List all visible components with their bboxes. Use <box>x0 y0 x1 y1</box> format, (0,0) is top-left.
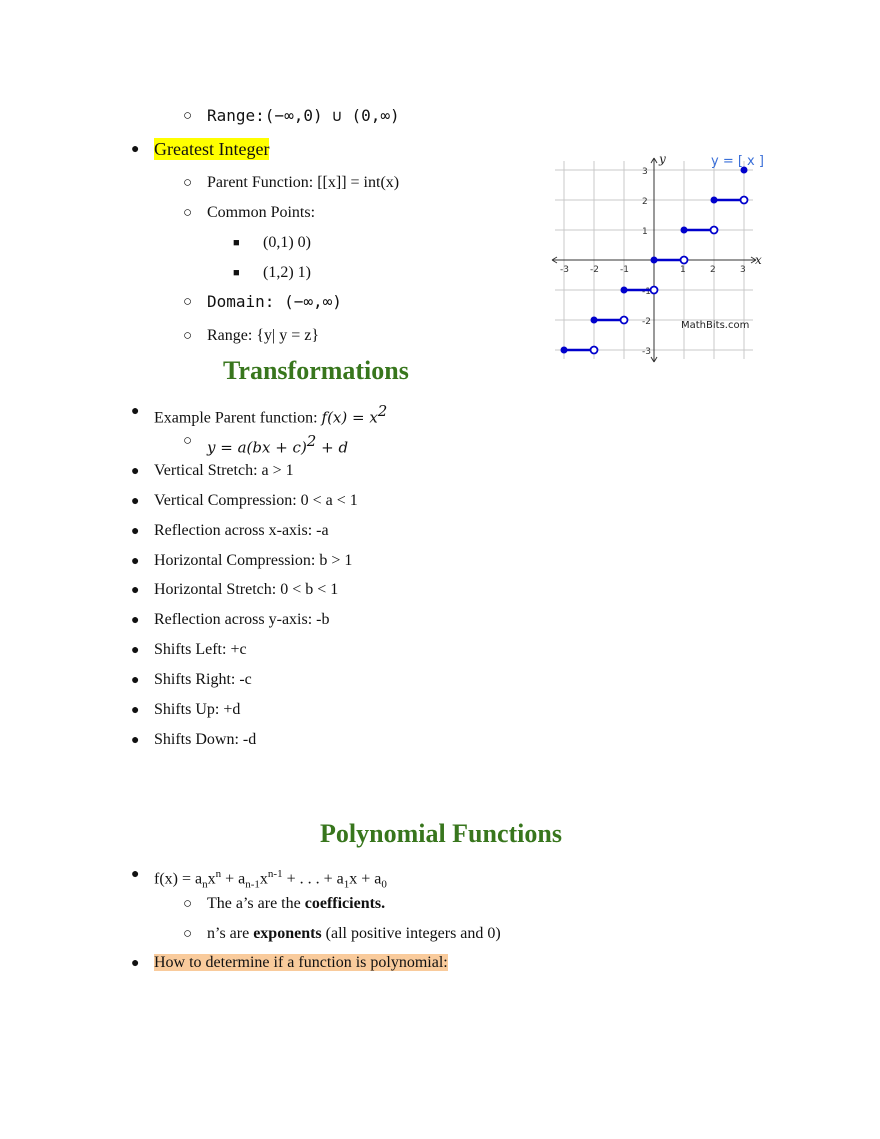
disc-bullet: ● <box>131 583 140 598</box>
how-to-highlight: How to determine if a function is polynomial: <box>154 954 448 971</box>
disc-bullet: ● <box>131 673 140 688</box>
common-point-1: (0,1) 0) <box>263 234 311 251</box>
parent-function: Parent Function: [[x]] = int(x) <box>207 174 400 191</box>
circle-bullet: ○ <box>183 433 193 449</box>
domain-line <box>207 292 342 312</box>
circle-bullet: ○ <box>183 896 193 912</box>
greatest-integer-highlight: Greatest Integer <box>154 139 270 159</box>
formula-subscript: n <box>202 878 208 891</box>
closed-dot <box>591 317 598 324</box>
open-dot <box>591 347 598 354</box>
disc-bullet: ● <box>131 613 140 628</box>
circle-bullet: ○ <box>183 175 193 191</box>
disc-bullet: ● <box>131 554 140 569</box>
disc-bullet: ● <box>131 524 140 539</box>
common-point-2: (1,2) 1) <box>263 264 311 281</box>
open-dot <box>741 197 748 204</box>
example-label: Example Parent function: <box>154 409 318 427</box>
list-item: Vertical Stretch: a > 1 <box>154 462 294 479</box>
exponents-line <box>207 924 501 944</box>
closed-dot <box>561 347 568 354</box>
x-axis-label: x <box>755 253 762 267</box>
formula-part: + a <box>221 870 246 888</box>
range-line: Range: {y| y = z} <box>207 327 320 344</box>
exp-tail: (all positive integers and 0) <box>321 925 501 942</box>
polynomial-heading: Polynomial Functions <box>320 819 562 848</box>
disc-bullet: ● <box>131 464 140 479</box>
disc-bullet: ● <box>131 703 140 718</box>
exp-bold: exponents <box>253 925 322 942</box>
open-dot <box>651 287 658 294</box>
open-dot <box>681 257 688 264</box>
y-tick-label: 1 <box>642 227 648 237</box>
disc-bullet: ● <box>131 956 140 971</box>
formula-part: x <box>259 870 268 888</box>
top-range-line <box>207 106 400 126</box>
square-bullet: ■ <box>233 237 240 249</box>
x-tick-label: 3 <box>740 265 746 275</box>
x-tick-label: -1 <box>620 265 629 275</box>
disc-bullet: ● <box>131 733 140 748</box>
example-exponent: 2 <box>377 402 388 420</box>
graph-title: y = [ x ] <box>711 154 764 169</box>
list-item: Reflection across x-axis: -a <box>154 522 329 539</box>
example-func: f(x) = x <box>321 408 378 427</box>
circle-bullet: ○ <box>183 108 193 124</box>
formula-subscript: n-1 <box>245 878 260 891</box>
formula-subscript: 0 <box>381 878 387 891</box>
coefficients-line <box>207 894 385 914</box>
list-item: Shifts Down: -d <box>154 731 257 748</box>
disc-bullet: ● <box>131 142 140 157</box>
y-tick-label: -2 <box>642 317 651 327</box>
list-item: Shifts Up: +d <box>154 701 241 718</box>
y-tick-label: -1 <box>642 287 651 297</box>
disc-bullet: ● <box>131 404 140 419</box>
x-tick-label: 1 <box>680 265 686 275</box>
y-tick-label: 2 <box>642 197 648 207</box>
x-tick-label: 2 <box>710 265 716 275</box>
greatest-integer-title <box>154 139 269 161</box>
formula-part: x + a <box>349 870 382 888</box>
domain-label: Domain: <box>207 292 275 311</box>
formula-exponent: n <box>215 868 222 880</box>
closed-dot <box>651 257 658 264</box>
greatest-integer-graph <box>548 148 768 363</box>
range-label: Range: <box>207 106 265 125</box>
open-dot <box>621 317 628 324</box>
polynomial-formula <box>154 864 387 895</box>
circle-bullet: ○ <box>183 294 193 310</box>
formula-part: + . . . + a <box>282 870 344 888</box>
coef-bold: coefficients. <box>304 895 386 912</box>
formula-subscript: 1 <box>343 878 350 891</box>
general-form-main: y = a(bx + c) <box>207 438 307 457</box>
range-value: (−∞,0) ∪ (0,∞) <box>264 106 400 125</box>
formula-exponent: n-1 <box>267 868 283 880</box>
y-tick-label: -3 <box>642 347 651 357</box>
square-bullet: ■ <box>233 267 240 279</box>
example-parent-function <box>154 401 387 428</box>
disc-bullet: ● <box>131 643 140 658</box>
list-item: Horizontal Compression: b > 1 <box>154 552 353 569</box>
formula-part: f(x) = a <box>154 870 203 888</box>
formula-part: x <box>207 870 216 888</box>
graph-credit: MathBits.com <box>681 320 750 331</box>
disc-bullet: ● <box>131 494 140 509</box>
general-form <box>207 431 348 458</box>
list-item: Vertical Compression: 0 < a < 1 <box>154 492 358 509</box>
circle-bullet: ○ <box>183 328 193 344</box>
list-item: Horizontal Stretch: 0 < b < 1 <box>154 581 339 598</box>
disc-bullet: ● <box>131 867 140 882</box>
x-tick-label: -3 <box>560 265 569 275</box>
coef-text: The a’s are the <box>207 895 305 912</box>
common-points-label: Common Points: <box>207 204 316 221</box>
exp-text: n’s are <box>207 925 254 942</box>
y-tick-label: 3 <box>642 167 648 177</box>
general-form-exponent: 2 <box>306 432 317 450</box>
circle-bullet: ○ <box>183 926 193 942</box>
closed-dot <box>711 197 718 204</box>
x-tick-label: -2 <box>590 265 599 275</box>
closed-dot <box>621 287 628 294</box>
how-to-determine <box>154 953 448 973</box>
circle-bullet: ○ <box>183 205 193 221</box>
domain-value: (−∞,∞) <box>284 292 342 311</box>
general-form-tail: + d <box>316 438 349 457</box>
transformations-heading: Transformations <box>223 356 409 385</box>
list-item: Reflection across y-axis: -b <box>154 611 330 628</box>
list-item: Shifts Left: +c <box>154 641 247 658</box>
open-dot <box>711 227 718 234</box>
list-item: Shifts Right: -c <box>154 671 252 688</box>
y-axis-label: y <box>659 152 666 166</box>
closed-dot <box>681 227 688 234</box>
